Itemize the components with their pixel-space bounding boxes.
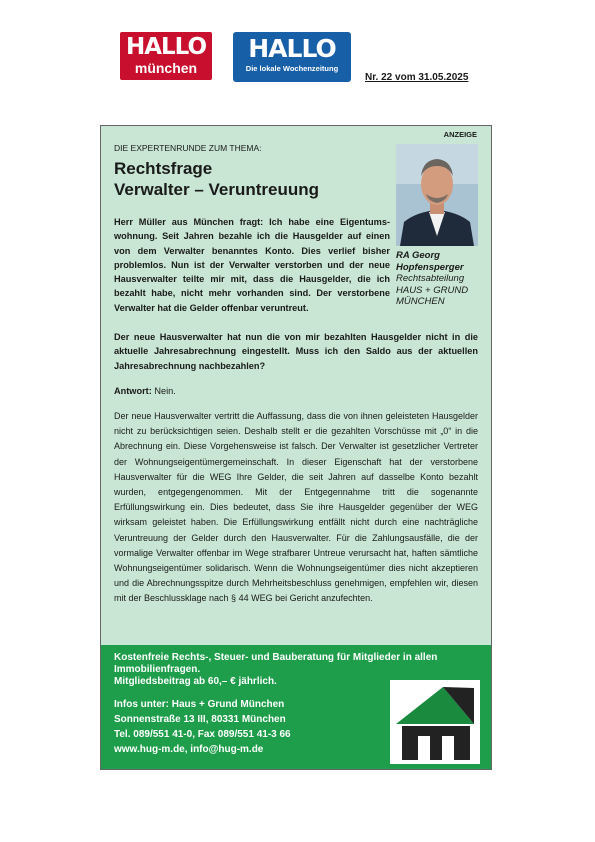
expert-role: Rechtsabteilung bbox=[396, 273, 465, 284]
issue-number: Nr. 22 vom 31.05.2025 bbox=[365, 72, 469, 83]
footer-line-1: Kostenfreie Rechts-, Steuer- und Bauberatung für Mitglieder in allen Immobilienfragen. bbox=[114, 652, 438, 675]
title-line-1: Rechtsfrage bbox=[114, 159, 213, 178]
footer-address: Sonnenstraße 13 III, 80331 München bbox=[114, 714, 286, 725]
expert-caption bbox=[396, 250, 488, 308]
ad-label: ANZEIGE bbox=[443, 130, 477, 139]
footer-web[interactable]: www.hug-m.de, info@hug-m.de bbox=[114, 744, 264, 755]
footer-contact bbox=[114, 697, 374, 757]
answer-body: Der neue Hausverwalter vertritt die Auffassung, dass die von ihnen geleisteten Hausgelder nicht zu berücksichtigen seien. Deshalb stellt er die gezahlten Vorschüsse mit „0“ in die Abrechnung ein. Diese Vorgehensweise ist falsch. Der Verwalter ist gesetzlicher Vertreter der Wohnungseigentümergemeinschaft. In dieser Eigenschaft hat der verstorbene Hausverwalter für die WEG Ihre Gelder, die seit Jahren auf dasselbe Konto bezahlt wurden, entgegengenommen. Mit der Entgegennahme tritt die sogenannte Erfüllungswirkung ein. Dies bedeutet, dass Sie ihre Hausgelder gegenüber der WEG wirksam geleistet haben. Die Erfüllungswirkung entfällt nicht durch eine nachträgliche Veruntreuung der Gelder durch den Hausverwalter. Für die Zahlungsausfälle, die der vormalige Verwalter offenbar im Wege strafbarer Untreue verursacht hat, haften sämtliche Wohnungseigentümer solidarisch. Wenn die Wohnungseigentümer dies nicht akzeptieren und die Abrechnungsspitze durch Mehrheitsbeschluss genehmigen, empfehlen wir, diesen mit der Beschlussklage nach § 44 WEG bei Gericht anzufechten. bbox=[114, 411, 478, 604]
haus-und-grund-logo bbox=[390, 680, 480, 764]
hallo-wochenzeitung-logo bbox=[233, 32, 351, 82]
logo1-city: münchen bbox=[134, 60, 198, 76]
title-line-2: Verwalter – Veruntreuung bbox=[114, 180, 320, 199]
expert-photo bbox=[396, 144, 478, 246]
footer-line-2: Mitgliedsbeitrag ab 60,– € jährlich. bbox=[114, 676, 277, 687]
answer bbox=[114, 386, 176, 396]
expert-org-line-2: MÜNCHEN bbox=[396, 296, 445, 307]
footer-phone: Tel. 089/551 41-0, Fax 089/551 41-3 66 bbox=[114, 729, 291, 740]
contact-footer bbox=[101, 645, 491, 769]
question-part-2: Der neue Hausverwalter hat nun die von mir bezahlten Hausgelder nicht in die aktuelle Jahresabrechnung eingestellt. Muss ich den Saldo aus der aktuellen Jahresabrechnung nachbezahlen? bbox=[114, 332, 478, 371]
kicker: DIE EXPERTENRUNDE ZUM THEMA: bbox=[114, 143, 262, 153]
logo2-wordmark: HALLO bbox=[248, 34, 336, 63]
page-title bbox=[114, 158, 319, 200]
question-part-1: Herr Müller aus München fragt: Ich habe eine Eigentumswohnung. Seit Jahren bezahle ich die Hausgelder auf einen von dem Verwalter benanntes Konto. Dies verlief bisher problemlos. Nun ist der Verwalter verstorben und der neue Hausverwalter teilte mir mit, dass die Hausgelder, die ich bezahlt habe, nicht mehr vorhanden sind. Der verstorbene Verwalter hat die Gelder offenbar veruntreut. bbox=[114, 217, 390, 313]
expert-name-line-1: RA Georg bbox=[396, 250, 440, 261]
logo1-wordmark: HALLO bbox=[125, 34, 207, 60]
hallo-muenchen-logo bbox=[120, 32, 212, 80]
expert-name-line-2: Hopfensperger bbox=[396, 261, 464, 273]
answer-label: Antwort: bbox=[114, 386, 152, 396]
logo2-tagline: Die lokale Wochenzeitung bbox=[245, 64, 339, 73]
answer-text: Nein. bbox=[151, 386, 176, 396]
advertisement-box bbox=[100, 125, 492, 770]
expert-org-line-1: HAUS + GRUND bbox=[396, 284, 469, 296]
footer-line-3: Infos unter: Haus + Grund München bbox=[114, 699, 285, 710]
